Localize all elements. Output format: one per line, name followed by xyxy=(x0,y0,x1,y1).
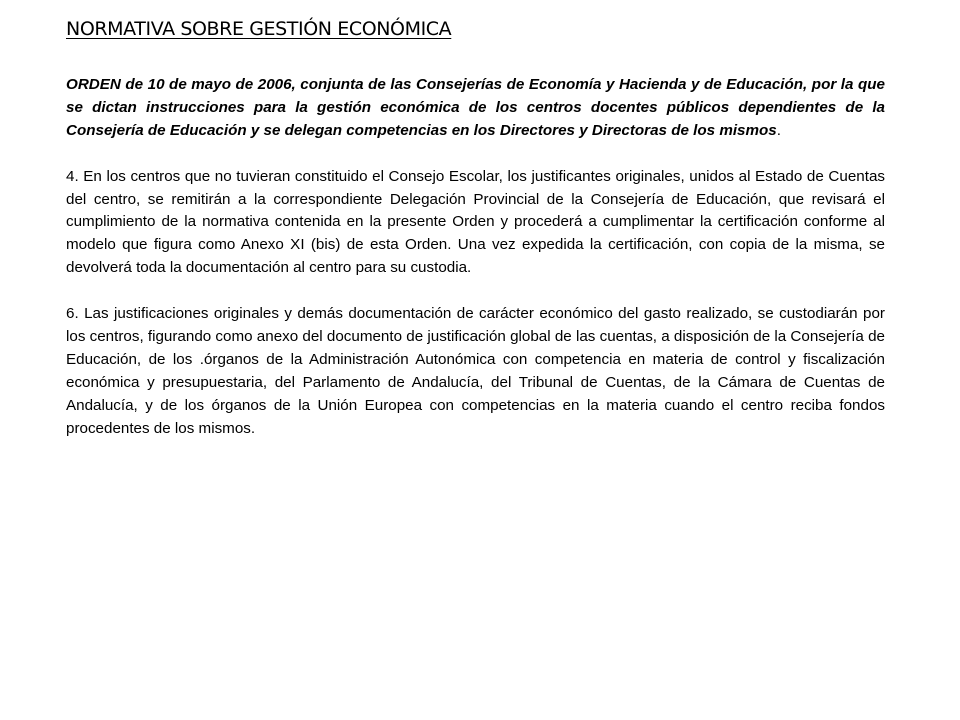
page-title: NORMATIVA SOBRE GESTIÓN ECONÓMICA xyxy=(66,18,452,40)
order-heading: ORDEN de 10 de mayo de 2006, conjunta de las Consejerías de Economía y Hacienda y de Educación, por la que se dictan instrucciones para la gestión económica de los centros docentes públicos dependientes de la Consejería de Educación y se delegan competencias en los Directores y Directoras de los mismos xyxy=(66,76,885,139)
order-heading-period: . xyxy=(776,121,781,139)
paragraph-6: 6. Las justificaciones originales y demás documentación de carácter económico del gasto realizado, se custodiarán por los centros, figurando como anexo del documento de justificación global de las cuentas, a disposición de la Consejería de Educación, de los .órganos de la Administración Autonómica con competencia en materia de control y fiscalización económica y presupuestaria, del Parlamento de Andalucía, del Tribunal de Cuentas, de la Cámara de Cuentas de Andalucía, y de los órganos de la Unión Europea con competencias en la materia cuando el centro reciba fondos procedentes de los mismos. xyxy=(66,305,885,437)
paragraph-4: 4. En los centros que no tuvieran constituido el Consejo Escolar, los justificantes originales, unidos al Estado de Cuentas del centro, se remitirán a la correspondiente Delegación Provincial de la Consejería de Educación, que revisará el cumplimiento de la normativa contenida en la presente Orden y procederá a cumplimentar la certificación conforme al modelo que figura como Anexo XI (bis) de esta Orden. Una vez expedida la certificación, con copia de la misma, se devolverá toda la documentación al centro para su custodia. xyxy=(66,167,885,277)
document-body xyxy=(66,74,885,463)
order-heading-paragraph xyxy=(66,74,885,143)
